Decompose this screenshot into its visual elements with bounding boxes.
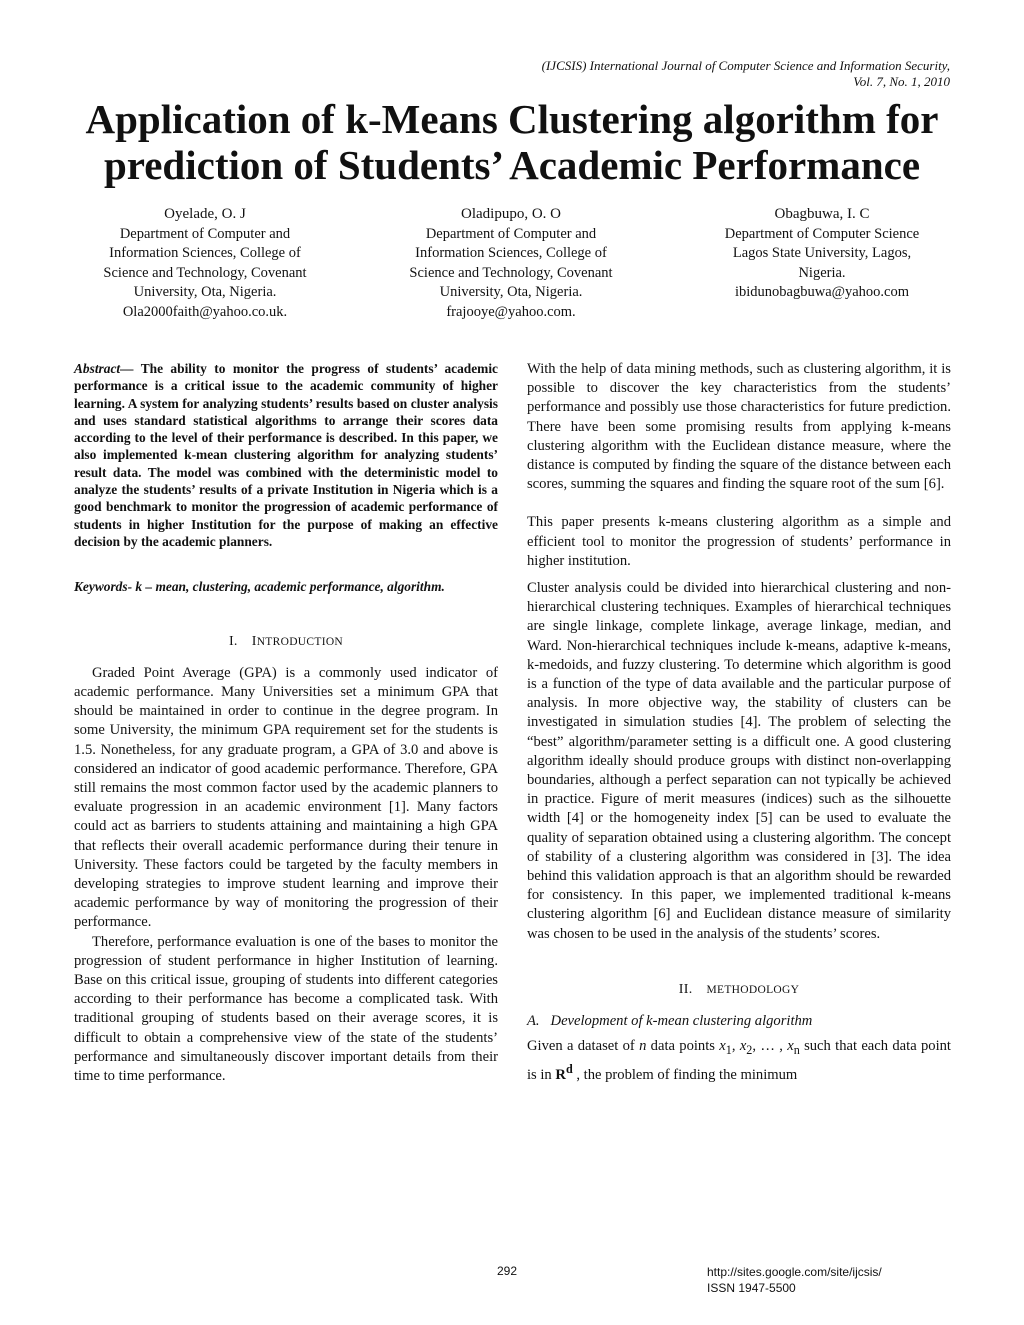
author-affiliation-line: Nigeria. xyxy=(798,264,846,281)
author-affiliation-line: Information Sciences, College of xyxy=(109,245,301,261)
paragraph: With the help of data mining methods, such as clustering algorithm, it is possible to discover the key characteristics from the students’ performance and possibly use those characteristics for future prediction. There have been some promising results from applying k-means clustering algorithm with the Euclidean distance measure, where the distance is computed by finding the square of the distance between each scores, summing the squares and finding the square root of the sum [6]. xyxy=(527,361,951,493)
right-column xyxy=(527,360,951,1085)
author-email: ibidunobagbuwa@yahoo.com xyxy=(734,284,910,300)
footer-info xyxy=(707,1264,882,1296)
text-run: , xyxy=(731,1038,740,1055)
abstract-label: Abstract— xyxy=(74,361,134,376)
author-email: Ola2000faith@yahoo.co.uk. xyxy=(122,303,288,320)
math-var: x xyxy=(719,1038,726,1055)
paragraph: Graded Point Average (GPA) is a commonly used indicator of academic performance. Many Universities set a minimum GPA that should be maintained in order to continue in the degree program. In some University, the minimum GPA requirement set for the students is 1.5. Nonetheless, for any graduate program, a GPA of 3.0 and above is considered an indicator of good academic performance. Therefore, GPA still remains the most common factor used by the academic planners to evaluate progression in an academic environment [1]. Many factors could act as barriers to students attaining and maintaining a high GPA that reflects their overall academic performance during their tenure in University. These factors could be targeted by the faculty members in developing strategies to improve student learning and improve their academic performance by way of monitoring the progression of their performance. xyxy=(74,664,498,931)
abstract xyxy=(74,360,498,550)
math-subscript: 2 xyxy=(746,1043,753,1058)
author-affiliation-line: Information Sciences, College of xyxy=(415,245,607,261)
author-affiliation-line: Department of Computer Science xyxy=(724,225,920,242)
left-column xyxy=(74,360,498,1086)
section-heading-introduction xyxy=(74,632,498,652)
math-var: n xyxy=(639,1038,647,1055)
section-title-rest: NTRODUCTION xyxy=(256,635,344,648)
journal-header xyxy=(350,58,950,90)
author-affiliation-line: Department of Computer and xyxy=(119,225,291,242)
author-block-1 xyxy=(75,205,335,322)
section-number: I. xyxy=(228,633,238,649)
subsection-title: Development of k-mean clustering algorithm xyxy=(550,1013,813,1030)
section-title-initial: I xyxy=(251,633,257,649)
keywords: Keywords- k – mean, clustering, academic performance, algorithm. xyxy=(74,579,445,595)
subsection-heading xyxy=(527,1012,951,1031)
section-title: METHODOLOGY xyxy=(706,983,800,996)
math-var: x xyxy=(739,1038,747,1055)
subsection-letter: A. xyxy=(527,1013,540,1030)
author-name: Oladipupo, O. O xyxy=(461,206,561,222)
text-run: , … , xyxy=(752,1038,788,1055)
text-run: such that each data point is in xyxy=(527,1038,951,1084)
paragraph: This paper presents k-means clustering algorithm as a simple and efficient tool to monitor the progression of students’ performance in higher institution. xyxy=(527,514,951,569)
author-affiliation-line: Science and Technology, Covenant xyxy=(409,264,613,281)
math-subscript: n xyxy=(793,1043,800,1058)
author-name: Obagbuwa, I. C xyxy=(774,206,870,222)
paper-title-line-1: Application of k-Means Clustering algorithm for xyxy=(85,96,939,142)
text-run: Given a dataset of xyxy=(527,1038,640,1055)
author-block-3 xyxy=(692,205,952,303)
journal-name: (IJCSIS) International Journal of Computer Science and Information Security, xyxy=(541,58,950,73)
author-email: frajooye@yahoo.com. xyxy=(446,303,576,320)
math-symbol: R xyxy=(555,1067,566,1084)
math-var: x xyxy=(787,1038,794,1055)
paragraph: Therefore, performance evaluation is one of the bases to monitor the progression of student performance in higher Institution of learning. Base on this critical issue, grouping of students into different categories according to their performance has become a complicated task. With traditional grouping of students based on their average scores, it is difficult to obtain a comprehensive view of the state of the students’ performance and simultaneously discover important details from their time to time performance. xyxy=(74,933,498,1085)
author-affiliation-line: Department of Computer and xyxy=(425,225,597,242)
author-affiliation-line: University, Ota, Nigeria. xyxy=(133,284,277,300)
math-subscript: 1 xyxy=(725,1043,732,1058)
paragraph: Cluster analysis could be divided into hierarchical clustering and non-hierarchical clustering techniques. Examples of hierarchical techniques are single linkage, complete linkage, average linkage, median, and Ward. Non-hierarchical techniques include k-means, adaptive k-means, k-medoids, and fuzzy clustering. To determine which algorithm is good is a function of the type of data available and the particular purpose of analysis. In more objective way, the stability of clusters can be investigated in simulation studies [4]. The problem of selecting the “best” algorithm/parameter setting is a difficult one. A good clustering algorithm ideally should produce groups with distinct non-overlapping boundaries, although a perfect separation can not typically be achieved in practice. Figure of merit measures (indices) such as the silhouette width [4] or the homogeneity index [5] can be used to evaluate the quality of separation obtained using a clustering algorithm. The concept of stability of a clustering algorithm was considered in [3]. The idea behind this validation approach is that an algorithm should be rewarded for consistency. In this paper, we implemented traditional k-means clustering algorithm [6] and Euclidean distance measure of similarity was chosen to be used in the analysis of the students’ scores. xyxy=(527,580,951,942)
author-block-2 xyxy=(381,205,641,322)
author-affiliation-line: Science and Technology, Covenant xyxy=(103,264,307,281)
paper-title xyxy=(40,96,984,188)
abstract-text: The ability to monitor the progress of students’ academic performance is a critical issue to the academic community of higher learning. A system for analyzing students’ results based on cluster analysis and uses standard statistical algorithms to arrange their scores data according to the level of their performance is described. In this paper, we also implemented k-mean clustering algorithm for analyzing students’ result data. The model was combined with the deterministic model to analyze the students’ results of a private Institution in Nigeria which is a good benchmark to monitor the progression of academic performance of students in higher Institution for the purpose of making an effective decision by the academic planners. xyxy=(74,361,498,549)
footer-issn: ISSN 1947-5500 xyxy=(707,1281,796,1295)
journal-volume: Vol. 7, No. 1, 2010 xyxy=(853,74,950,89)
paragraph xyxy=(527,1037,951,1085)
author-affiliation-line: Lagos State University, Lagos, xyxy=(732,245,912,261)
footer-url: http://sites.google.com/site/ijcsis/ xyxy=(707,1265,882,1279)
paper-title-line-2: prediction of Students’ Academic Performance xyxy=(103,142,921,188)
author-affiliation-line: University, Ota, Nigeria. xyxy=(439,284,583,300)
math-superscript: d xyxy=(565,1062,573,1077)
text-run: data points xyxy=(646,1038,720,1055)
section-number: II. xyxy=(678,981,693,997)
page-number: 292 xyxy=(497,1264,518,1278)
section-heading-methodology xyxy=(527,980,951,1000)
text-run: , the problem of finding the minimum xyxy=(572,1067,798,1084)
author-name: Oyelade, O. J xyxy=(164,206,246,222)
